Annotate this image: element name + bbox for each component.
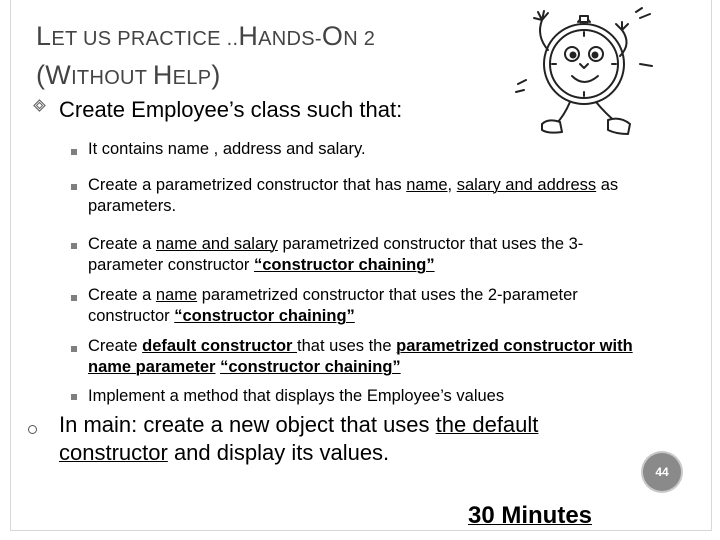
sub-item-6: Implement a method that displays the Employee’s values [88, 387, 505, 405]
square-icon [71, 346, 77, 352]
diamond-outline-icon [33, 99, 46, 112]
second-bullet-text: In main: create a new object that uses the default constructor and display its values. [59, 412, 539, 465]
square-icon [71, 149, 77, 155]
square-icon [71, 243, 77, 249]
sub-item-4: Create a name parametrized constructor that uses the 2-parameter constructor “constructor chaining” [88, 286, 578, 325]
square-icon [71, 184, 77, 190]
square-icon [71, 295, 77, 301]
circle-outline-icon [28, 425, 37, 434]
page-number-badge: 44 [643, 453, 681, 491]
main-bullet-text: Create Employee’s class such that: [59, 97, 403, 122]
time-label: 30 Minutes [468, 502, 593, 529]
sub-item-5: Create default constructor that uses the parametrized constructor with name parameter “constructor chaining” [88, 337, 633, 376]
sub-item-2: Create a parametrized constructor that has name, salary and address as parameters. [88, 176, 619, 215]
running-clock-icon [512, 4, 662, 150]
sub-item-3: Create a name and salary parametrized constructor that uses the 3-parameter constructor “constructor chaining” [88, 235, 584, 274]
sub-item-1: It contains name , address and salary. [88, 140, 366, 158]
square-icon [71, 394, 77, 400]
slide-title: LET US PRACTICE ..HANDS-ON 2 (WITHOUT HELP) [36, 21, 376, 90]
